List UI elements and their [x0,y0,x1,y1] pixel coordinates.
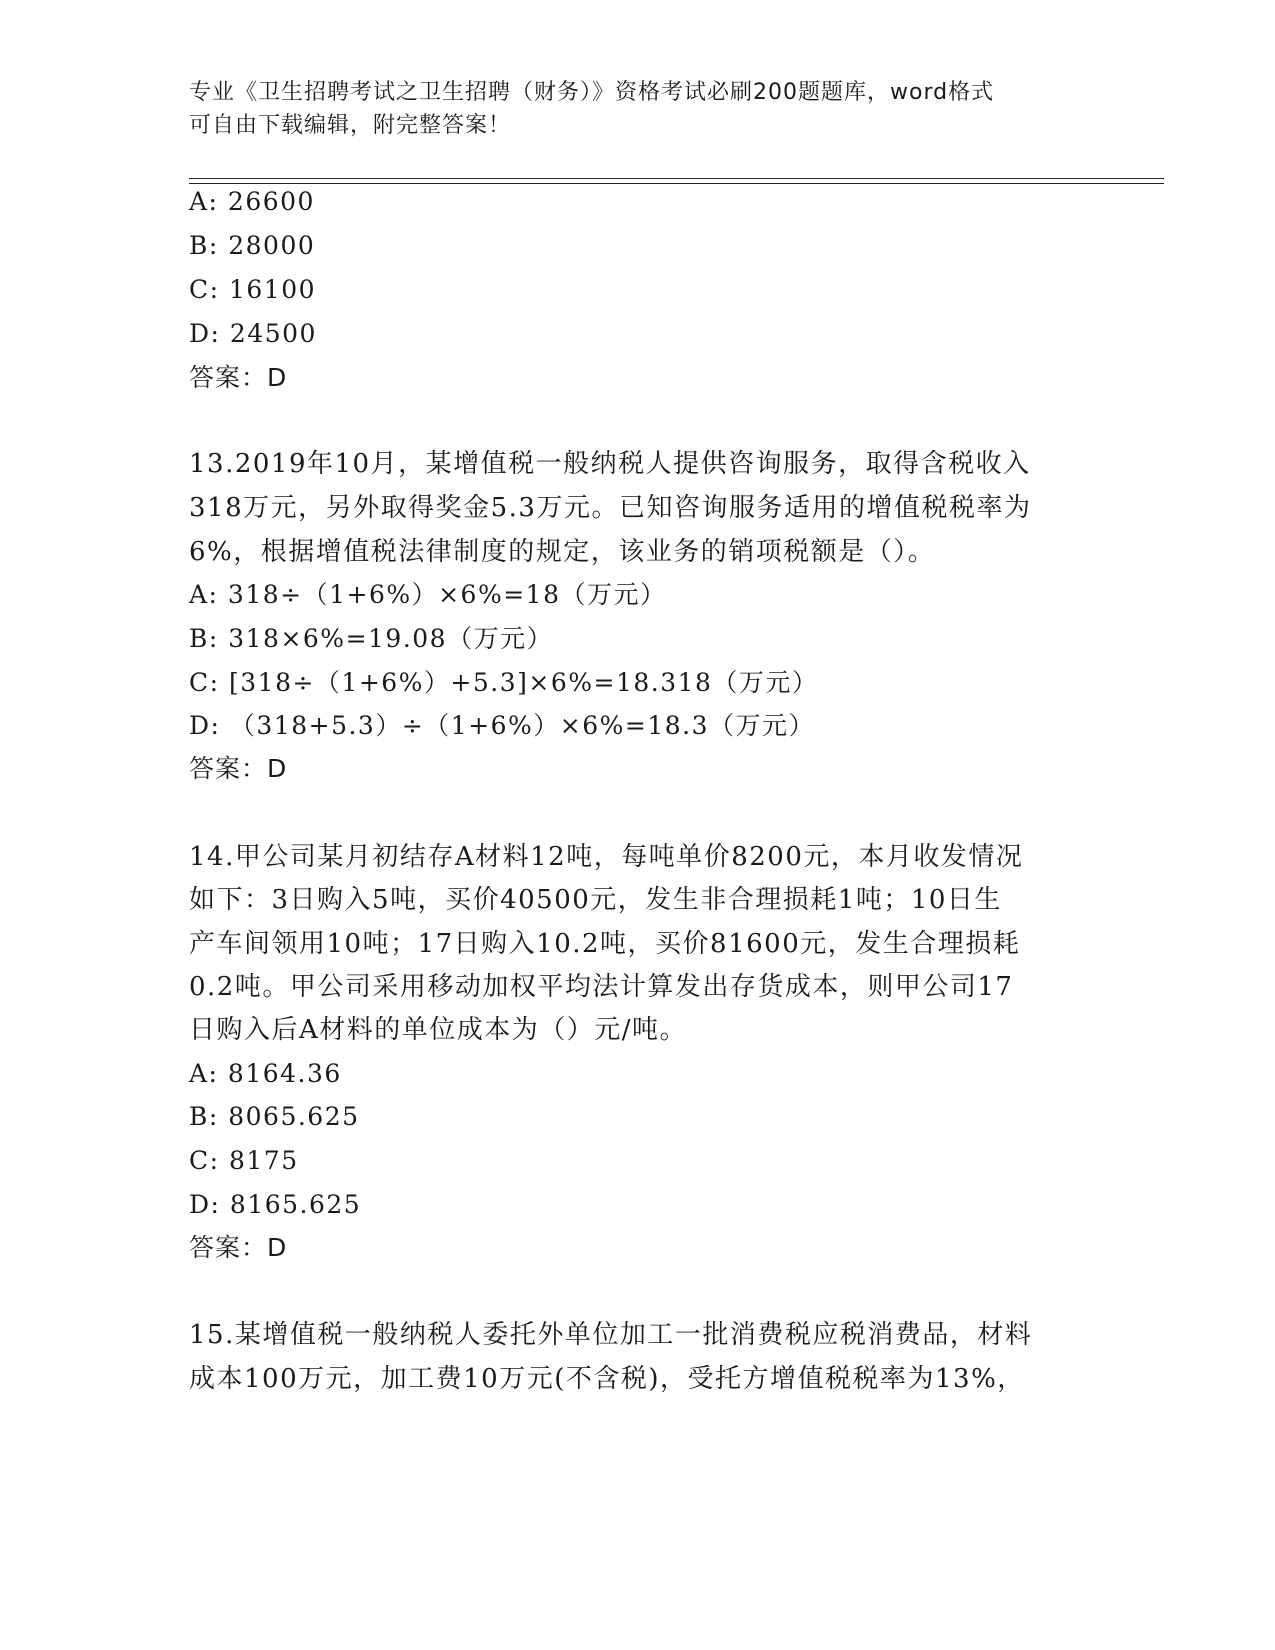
question-15-line-1: 15.某增值税一般纳税人委托外单位加工一批消费税应税消费品，材料 [189,1320,1033,1350]
question-13-line-3: 6%，根据增值税法律制度的规定，该业务的销项税额是（）。 [189,537,936,567]
option-d: D: 8165.625 [189,1190,362,1219]
question-13-line-1: 13.2019年10月，某增值税一般纳税人提供咨询服务，取得含税收入 [189,449,1031,479]
question-15-line-2: 成本100万元，加工费10万元(不含税)，受托方增值税税率为13%， [189,1364,1025,1394]
question-14-line-4: 0.2吨。甲公司采用移动加权平均法计算发出存货成本，则甲公司17 [189,972,1014,1002]
header-divider-bottom [189,183,1164,184]
answer: 答案：D [189,754,288,783]
document-header [189,76,1089,142]
option-a: A: 8164.36 [189,1059,342,1088]
option-c: C: 16100 [189,275,317,304]
option-c: C: [318÷（1+6%）+5.3]×6%=18.318（万元） [189,668,819,697]
option-b: B: 28000 [189,231,316,260]
option-d: D: 24500 [189,319,317,348]
header-divider-top [189,178,1164,179]
question-14-line-3: 产车间领用10吨；17日购入10.2吨，买价81600元，发生合理损耗 [189,929,1021,959]
option-d: D: （318+5.3）÷（1+6%）×6%=18.3（万元） [189,711,816,740]
header-line-1: 专业《卫生招聘考试之卫生招聘（财务）》资格考试必刷200题题库，word格式 [189,80,995,105]
question-13-line-2: 318万元，另外取得奖金5.3万元。已知咨询服务适用的增值税税率为 [189,493,1032,523]
option-b: B: 8065.625 [189,1102,360,1131]
option-a: A: 318÷（1+6%）×6%=18（万元） [189,580,667,609]
question-14-line-2: 如下：3日购入5吨，买价40500元，发生非合理损耗1吨；10日生 [189,885,1002,915]
question-14-line-1: 14.甲公司某月初结存A材料12吨，每吨单价8200元，本月收发情况 [189,842,1024,872]
option-a: A: 26600 [189,187,315,216]
answer: 答案：D [189,363,288,392]
header-line-2: 可自由下载编辑，附完整答案！ [189,113,512,138]
option-b: B: 318×6%=19.08（万元） [189,624,554,653]
answer: 答案：D [189,1233,288,1262]
option-c: C: 8175 [189,1146,299,1175]
question-14-line-5: 日购入后A材料的单位成本为（）元/吨。 [189,1015,688,1045]
